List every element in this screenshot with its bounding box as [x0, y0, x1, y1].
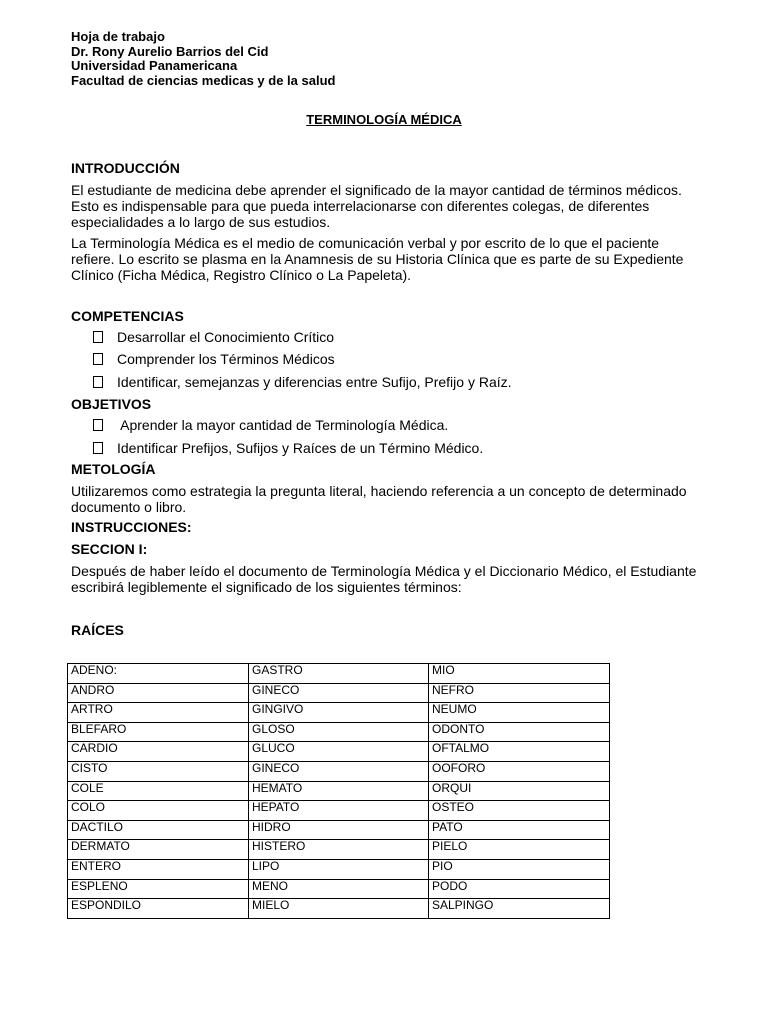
- heading-competencias: COMPETENCIAS: [71, 308, 184, 324]
- table-cell: OFTALMO: [429, 742, 610, 762]
- checkbox-bullet-icon: [93, 376, 103, 388]
- table-row: [68, 703, 610, 723]
- table-cell: COLO: [68, 801, 249, 821]
- table-cell: SALPINGO: [429, 899, 610, 919]
- checkbox-bullet-icon: [93, 442, 103, 454]
- table-cell: HISTERO: [249, 840, 429, 860]
- table-row: [68, 820, 610, 840]
- table-row: [68, 742, 610, 762]
- table-cell: OOFORO: [429, 761, 610, 781]
- table-cell: COLE: [68, 781, 249, 801]
- table-cell: GLOSO: [249, 722, 429, 742]
- heading-objetivos: OBJETIVOS: [71, 396, 152, 412]
- heading-seccion: SECCION I:: [71, 541, 148, 557]
- paragraph-metologia: Utilizaremos como estrategia la pregunta literal, haciendo referencia a un concepto de determinado documento o libro.: [71, 483, 687, 515]
- table-row: [68, 899, 610, 919]
- checkbox-bullet-icon: [93, 353, 103, 365]
- table-cell: PATO: [429, 820, 610, 840]
- table-cell: NEFRO: [429, 683, 610, 703]
- header-line: Universidad Panamericana: [71, 58, 238, 73]
- table-cell: DERMATO: [68, 840, 249, 860]
- table-row: [68, 801, 610, 821]
- header-line: Dr. Rony Aurelio Barrios del Cid: [71, 43, 269, 59]
- list-item: Identificar Prefijos, Sufijos y Raíces de un Término Médico.: [93, 440, 483, 456]
- table-cell: ESPONDILO: [68, 899, 249, 919]
- table-cell: GASTRO: [249, 664, 429, 684]
- table-cell: ESPLENO: [68, 879, 249, 899]
- table-row: [68, 879, 610, 899]
- table-cell: HEMATO: [249, 781, 429, 801]
- table-cell: GINECO: [249, 761, 429, 781]
- heading-raices: RAÍCES: [71, 622, 124, 638]
- table-cell: MIO: [429, 664, 610, 684]
- table-row: [68, 761, 610, 781]
- table-cell: GINECO: [249, 683, 429, 703]
- table-row: [68, 859, 610, 879]
- table-row: [68, 781, 610, 801]
- table-cell: ODONTO: [429, 722, 610, 742]
- table-cell: ENTERO: [68, 859, 249, 879]
- table-cell: ARTRO: [68, 703, 249, 723]
- table-cell: GINGIVO: [249, 703, 429, 723]
- checkbox-bullet-icon: [93, 331, 103, 343]
- paragraph-introduccion-2: La Terminología Médica es el medio de comunicación verbal y por escrito de lo que el paciente refiere. Lo escrito se plasma en la Anamnesis de su Historia Clínica que es parte de su Expediente Clínico (Ficha Médica, Registro Clínico o La Papeleta).: [71, 235, 684, 283]
- table-cell: LIPO: [249, 859, 429, 879]
- table-cell: HIDRO: [249, 820, 429, 840]
- list-item: Desarrollar el Conocimiento Crítico: [93, 329, 334, 345]
- table-row: [68, 683, 610, 703]
- table-cell: PODO: [429, 879, 610, 899]
- table-cell: PIELO: [429, 840, 610, 860]
- header-line: Facultad de ciencias medicas y de la salud: [71, 72, 336, 88]
- table-cell: MIELO: [249, 899, 429, 919]
- heading-metologia: METOLOGÍA: [71, 461, 156, 477]
- table-row: [68, 664, 610, 684]
- list-item: Comprender los Términos Médicos: [93, 351, 335, 367]
- list-item: Aprender la mayor cantidad de Terminología Médica.: [93, 417, 448, 433]
- table-cell: DACTILO: [68, 820, 249, 840]
- table-cell: CISTO: [68, 761, 249, 781]
- table-cell: ADENO:: [68, 664, 249, 684]
- document-title: TERMINOLOGÍA MÉDICA: [306, 112, 462, 127]
- table-cell: MENO: [249, 879, 429, 899]
- paragraph-seccion: Después de haber leído el documento de Terminología Médica y el Diccionario Médico, el Estudiante escribirá legiblemente el significado de los siguientes términos:: [71, 563, 697, 595]
- table-row: [68, 840, 610, 860]
- raices-table: [67, 663, 610, 919]
- table-cell: PIO: [429, 859, 610, 879]
- table-cell: ANDRO: [68, 683, 249, 703]
- table-cell: OSTEO: [429, 801, 610, 821]
- heading-instrucciones: INSTRUCCIONES:: [71, 519, 192, 535]
- heading-introduccion: INTRODUCCIÓN: [71, 160, 180, 176]
- table-cell: HEPATO: [249, 801, 429, 821]
- paragraph-introduccion-1: El estudiante de medicina debe aprender el significado de la mayor cantidad de términos médicos. Esto es indispensable para que pueda interrelacionarse con diferentes colegas, de diferentes especialidades a lo largo de sus estudios.: [71, 182, 682, 230]
- table-row: [68, 722, 610, 742]
- table-cell: NEUMO: [429, 703, 610, 723]
- table-cell: BLEFARO: [68, 722, 249, 742]
- table-cell: ORQUI: [429, 781, 610, 801]
- table-cell: GLUCO: [249, 742, 429, 762]
- document-header: [71, 30, 335, 88]
- header-line: Hoja de trabajo: [71, 29, 165, 44]
- checkbox-bullet-icon: [93, 419, 103, 431]
- table-cell: CARDIO: [68, 742, 249, 762]
- list-item: Identificar, semejanzas y diferencias entre Sufijo, Prefijo y Raíz.: [93, 374, 512, 390]
